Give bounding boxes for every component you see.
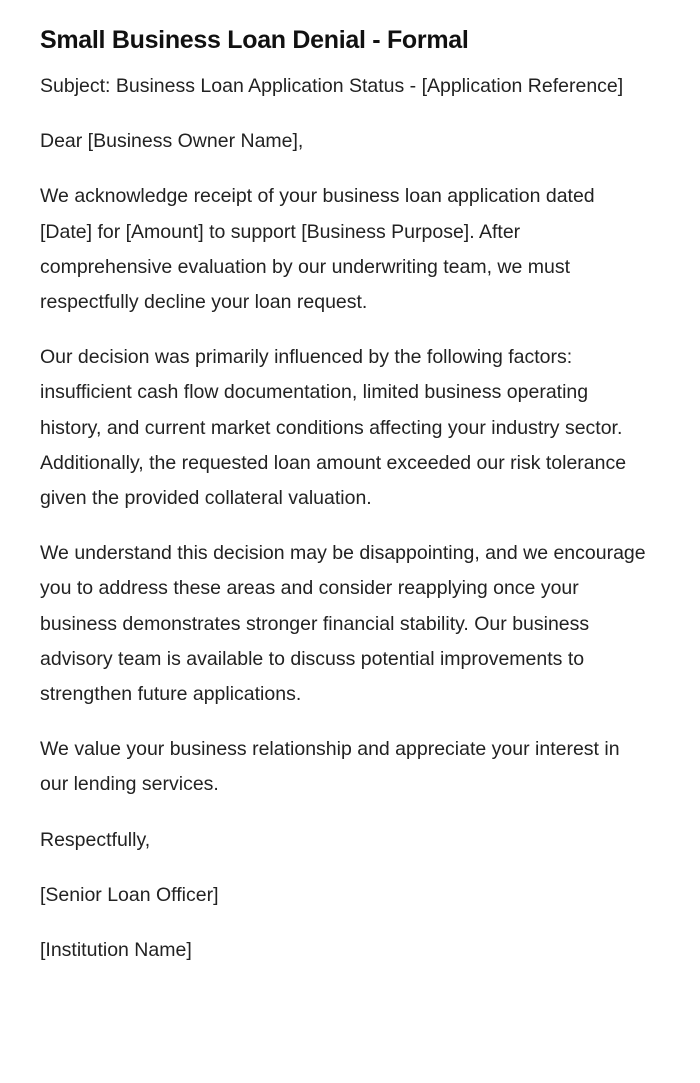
subject-line: Subject: Business Loan Application Status - [Application Reference] [40, 75, 624, 97]
signer-title: [Senior Loan Officer] [40, 883, 219, 906]
body-paragraph: We acknowledge receipt of your business loan application dated [Date] for [Amount] to support [Business Purpose]. After comprehensive evaluation by our underwriting team, we must respectfully decline your loan request. [40, 185, 595, 314]
body-paragraph: Our decision was primarily influenced by the following factors: insufficient cash flow documentation, limited business operating history, and current market conditions affecting your industry sector. Additionally, the requested loan amount exceeded our risk tolerance given the provided collateral valuation. [40, 346, 627, 510]
body-paragraph: We value your business relationship and appreciate your interest in our lending services. [40, 738, 620, 796]
page-title: Small Business Loan Denial - Formal [40, 26, 469, 54]
salutation: Dear [Business Owner Name], [40, 130, 304, 153]
closing: Respectfully, [40, 828, 151, 851]
institution-name: [Institution Name] [40, 939, 192, 962]
body-paragraph: We understand this decision may be disappointing, and we encourage you to address these areas and consider reapplying once your business demonstrates stronger financial stability. Our business advisory team is available to discuss potential improvements to strengthen future applications. [40, 542, 646, 706]
